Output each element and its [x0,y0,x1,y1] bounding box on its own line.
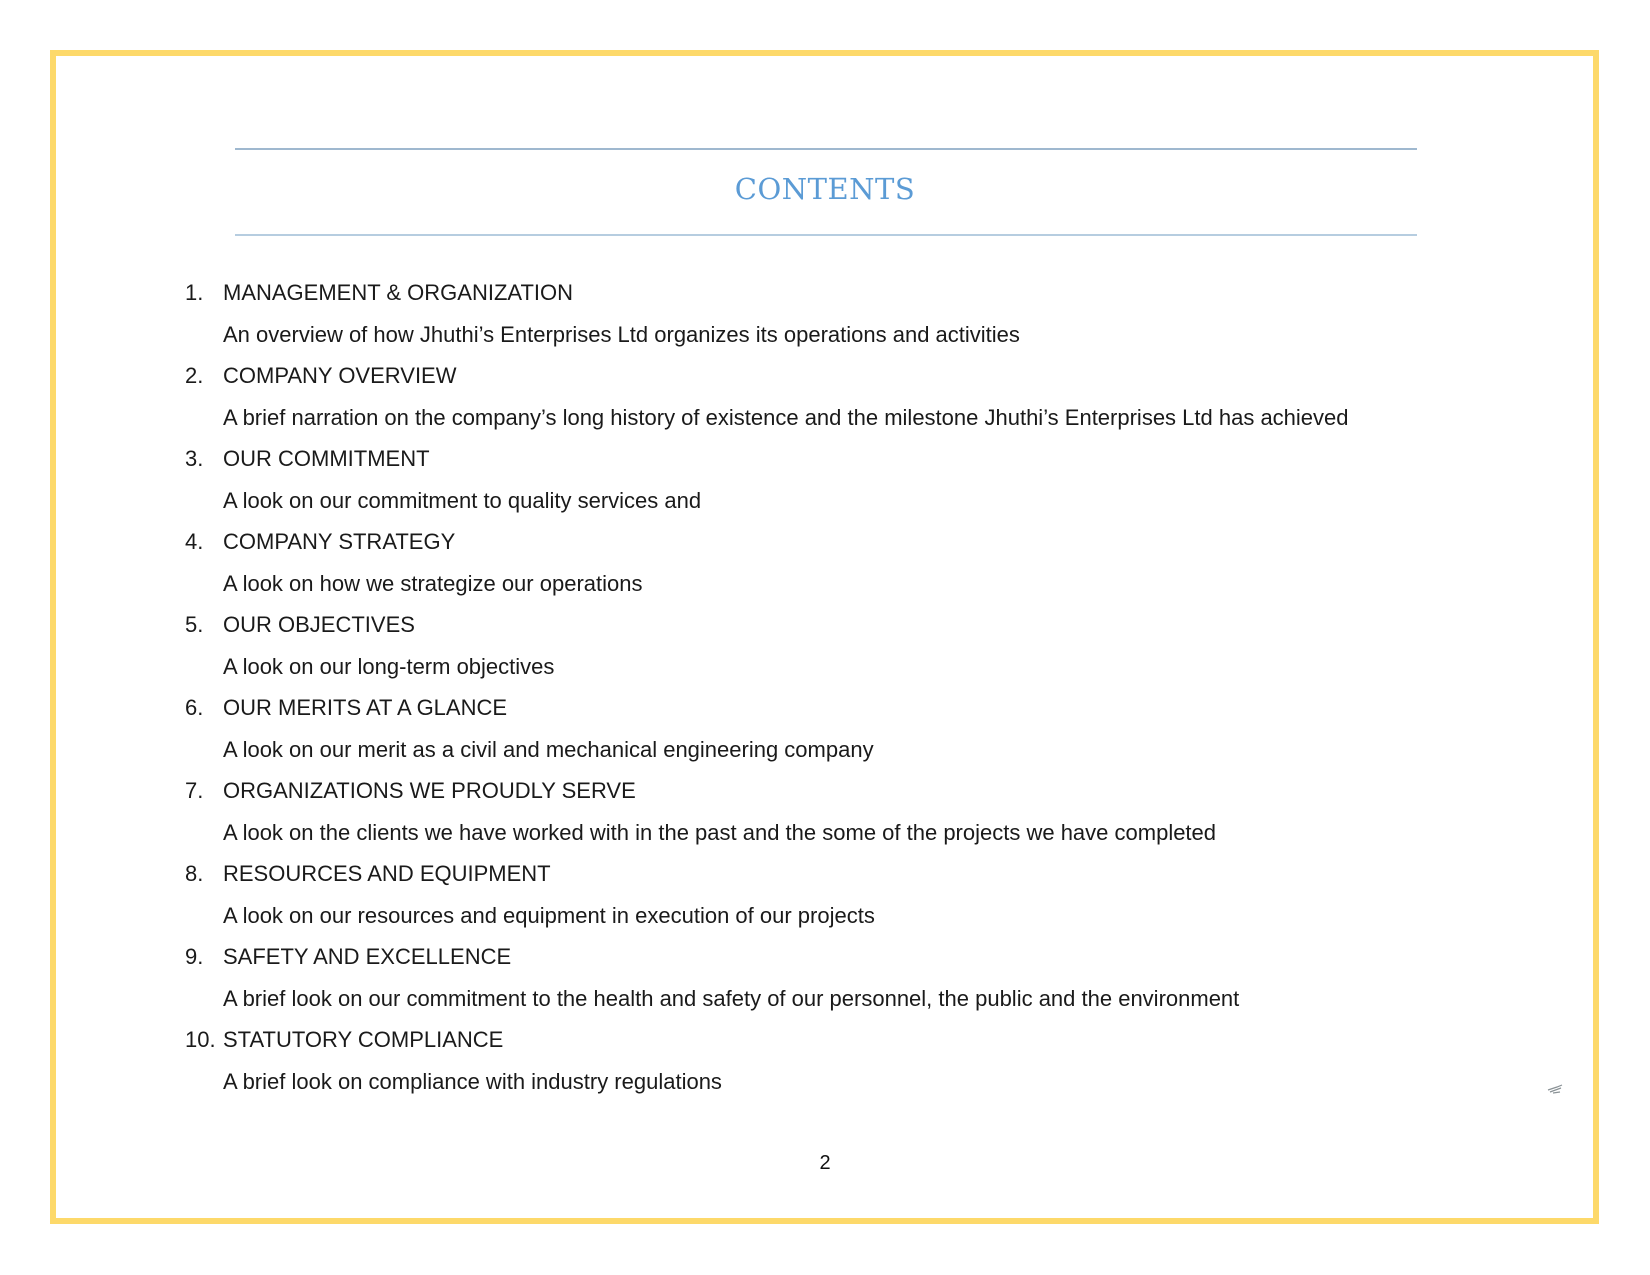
page-title: CONTENTS [734,172,916,206]
title-rule-bottom [235,234,1417,236]
toc-item-number: 10. [185,1027,216,1052]
toc-item-heading: ORGANIZATIONS WE PROUDLY SERVE [223,778,636,803]
toc-item-description: A look on our resources and equipment in execution of our projects [223,902,875,928]
toc-item-description: A look on our commitment to quality services and [223,487,702,513]
toc-item-heading: OUR MERITS AT A GLANCE [223,695,508,720]
toc-item-heading: SAFETY AND EXCELLENCE [223,944,512,969]
toc-item-heading: STATUTORY COMPLIANCE [223,1027,504,1052]
toc-item-description: A brief look on our commitment to the health and safety of our personnel, the public and the environment [223,985,1240,1011]
toc-item-heading: COMPANY STRATEGY [223,529,456,554]
toc-item-description: An overview of how Jhuthi’s Enterprises Ltd organizes its operations and activities [223,321,1020,347]
toc-item-number: 1. [185,280,204,305]
toc-item-heading: OUR COMMITMENT [223,446,430,471]
toc-item-heading: RESOURCES AND EQUIPMENT [223,861,551,886]
toc-item-heading: MANAGEMENT & ORGANIZATION [223,280,573,305]
toc-item-number: 4. [185,529,204,554]
small-graphic-icon [1547,1084,1563,1094]
title-rule-top [235,148,1417,150]
toc-item-description: A brief look on compliance with industry regulations [223,1068,722,1094]
toc-item-description: A look on the clients we have worked with in the past and the some of the projects we have completed [223,819,1217,845]
toc-item-description: A look on our merit as a civil and mechanical engineering company [223,736,874,762]
toc-item-heading: COMPANY OVERVIEW [223,363,457,388]
toc-item-number: 5. [185,612,204,637]
page-number: 2 [819,1152,831,1174]
toc-item-number: 7. [185,778,204,803]
toc-item-description: A brief narration on the company’s long history of existence and the milestone Jhuthi’s Enterprises Ltd has achieved [223,404,1349,430]
toc-item-heading: OUR OBJECTIVES [223,612,415,637]
toc-item-number: 9. [185,944,204,969]
toc-item-number: 3. [185,446,204,471]
toc-item-number: 8. [185,861,204,886]
toc-item-description: A look on our long-term objectives [223,653,555,679]
toc-item-number: 6. [185,695,204,720]
toc-item-description: A look on how we strategize our operations [223,570,643,596]
toc-item-number: 2. [185,363,204,388]
